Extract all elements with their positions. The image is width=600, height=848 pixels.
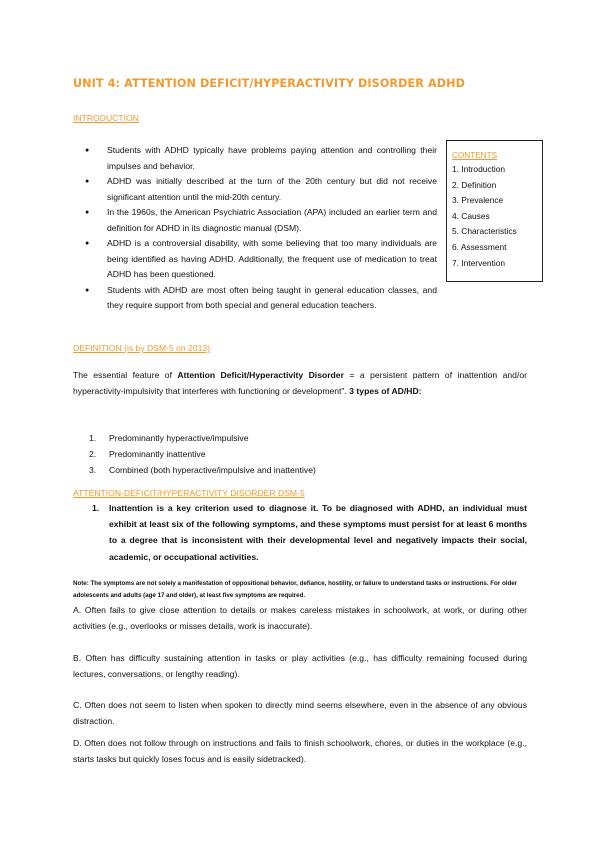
- definition-text-pre: The essential feature of: [73, 370, 178, 380]
- list-item: ● ADHD was initially described at the turn of the 20th century but did not receive significant attention until the mid-20th century.: [107, 174, 437, 205]
- introduction-heading: INTRODUCTION: [73, 113, 139, 123]
- list-item: [89, 430, 513, 446]
- type-text: Predominantly hyperactive/impulsive: [109, 433, 249, 443]
- list-item: ● Students with ADHD are most often being taught in general education classes, and they require support from both special and general education teachers.: [107, 283, 437, 314]
- definition-text-post: = a persistent pattern of inattention and/or hyperactivity-impulsivity that interferes with functioning or development".: [73, 370, 527, 396]
- list-number: 2.: [89, 449, 97, 459]
- contents-list: [452, 162, 542, 271]
- symptom-b: B. Often has difficulty sustaining attention in tasks or play activities (e.g., has difficulty remaining focused during lectures, conversations, or lengthy reading).: [73, 653, 527, 679]
- symptom-c: C. Often does not seem to listen when spoken to directly mind seems elsewhere, even in the absence of any obvious distraction.: [73, 700, 527, 726]
- list-item: ● ADHD is a controversial disability, with some believing that too many individuals are being identified as having ADHD. Additionally, the frequent use of medication to treat ADHD has been questioned.: [107, 236, 437, 283]
- list-number: 3.: [89, 465, 97, 475]
- dsm5-heading: ATTENTION-DEFICIT/HYPERACTIVITY DISORDER DSM-5: [73, 488, 305, 498]
- contents-item-definition: 2. Definition: [452, 179, 497, 190]
- note-text: Note: The symptoms are not solely a manifestation of oppositional behavior, defiance, hostility, or failure to understand tasks or instructions. For older adolescents and adults (age 17 and older), at least five symptoms are required.: [73, 580, 518, 599]
- introduction-list: [73, 143, 437, 314]
- symptom-d: D. Often does not follow through on instructions and fails to finish schoolwork, chores, or duties in the workplace (e.g., starts tasks but quickly loses focus and is easily sidetracked).: [73, 738, 527, 764]
- criterion-text: [109, 500, 527, 565]
- types-label: 3 types of AD/HD:: [349, 386, 422, 396]
- definition-heading: DEFINITION (is by DSM-5 on 2013): [73, 343, 211, 353]
- contents-item-causes: 4. Causes: [452, 210, 490, 221]
- symptom-a: A. Often fails to give close attention to details or makes careless mistakes in schoolwork, at work, or during other activities (e.g., overlooks or misses details, work is inaccurate).: [73, 605, 527, 631]
- definition-paragraph: [73, 367, 527, 399]
- list-item: ● Students with ADHD typically have problems paying attention and controlling their impulses and behavior.: [107, 143, 437, 174]
- contents-item-characteristics: 5. Characteristics: [452, 226, 517, 237]
- contents-item-introduction: 1. Introduction: [452, 164, 506, 174]
- contents-box: [446, 140, 543, 282]
- criterion-item: [92, 500, 527, 565]
- page-title: UNIT 4: ATTENTION DEFICIT/HYPERACTIVITY DISORDER ADHD: [73, 77, 465, 90]
- criterion-post: , an individual must exhibit at least six of the following symptoms, and these symptoms must persist for at least 6 months to a degree that is inconsistent with their developmental level and negatively impacts their social, academic, or occupational activities.: [109, 503, 527, 562]
- list-item: [89, 446, 513, 462]
- list-item: ● In the 1960s, the American Psychiatric Association (APA) included an earlier term and definition for ADHD in its diagnostic manual (DSM).: [107, 205, 437, 236]
- definition-term: Attention Deficit/Hyperactivity Disorder: [177, 370, 344, 380]
- criterion-number: 1.: [92, 503, 100, 513]
- contents-item-prevalence: 3. Prevalence: [452, 195, 504, 206]
- contents-item-assessment: 6. Assessment: [452, 241, 507, 252]
- list-number: 1.: [89, 433, 97, 443]
- type-text: Combined (both hyperactive/impulsive and inattentive): [109, 465, 316, 475]
- criterion-pre: Inattention is a key criterion used to diagnose it. To be diagnosed with: [109, 503, 418, 513]
- contents-title: CONTENTS: [452, 151, 498, 160]
- types-list: [73, 430, 513, 478]
- list-item: [89, 462, 513, 478]
- type-text: Predominantly inattentive: [109, 449, 206, 459]
- contents-item-intervention: 7. Intervention: [452, 257, 506, 268]
- criterion-adhd: ADHD: [417, 503, 443, 513]
